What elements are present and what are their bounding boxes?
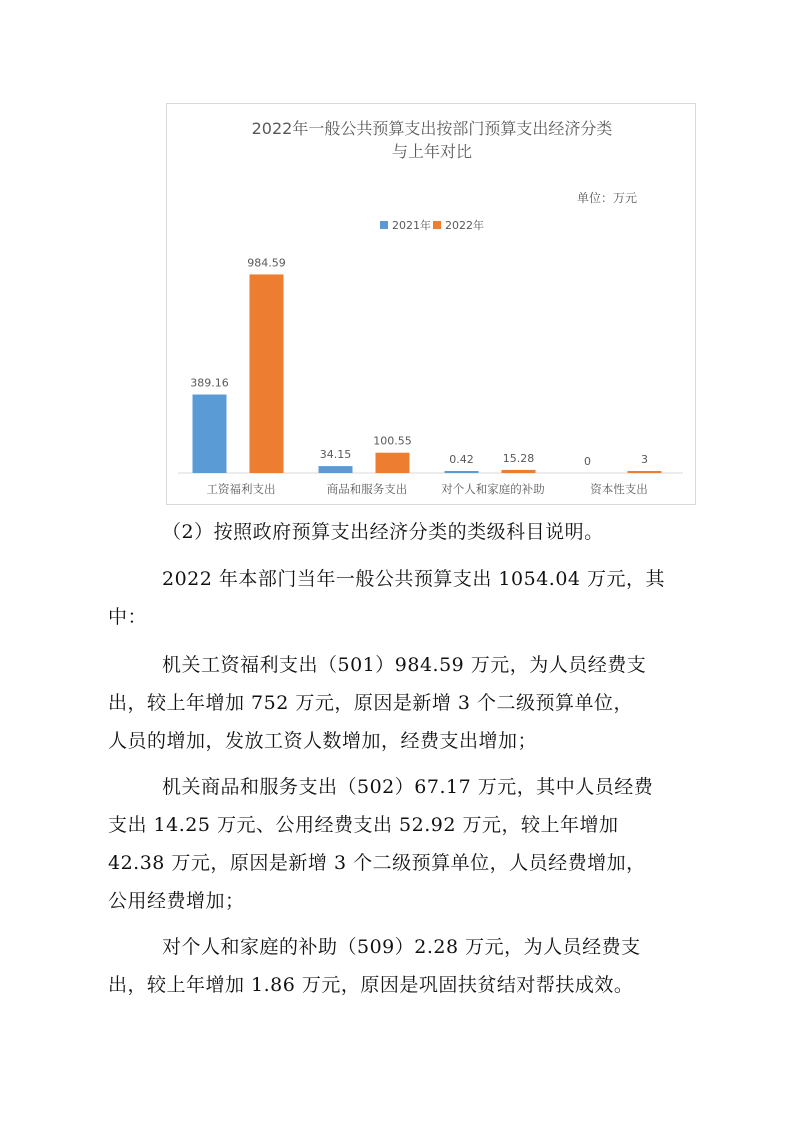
chart-title-line2: 与上年对比 — [391, 142, 473, 161]
para-3-line-2: 支出 14.25 万元、公用经费支出 52.92 万元，较上年增加 — [108, 814, 619, 836]
data-label-2021-1: 34.15 — [319, 448, 352, 462]
unit-label: 单位：万元 — [576, 191, 637, 205]
bar-2021-0 — [193, 395, 227, 473]
category-label-3: 资本性支出 — [590, 482, 648, 496]
chart-svg — [167, 104, 697, 506]
para-1-line-1: 2022 年本部门当年一般公共预算支出 1054.04 万元，其 — [162, 568, 666, 590]
para-1-line-2: 中： — [108, 606, 148, 628]
bar-2022-0 — [250, 274, 284, 473]
bar-2022-1 — [376, 453, 410, 473]
para-3-line-4: 公用经费增加； — [108, 890, 245, 912]
data-label-2021-0: 389.16 — [190, 376, 229, 390]
data-label-2021-3: 0 — [584, 455, 591, 468]
bar-2021-1 — [319, 466, 353, 473]
data-label-2021-2: 0.42 — [449, 453, 474, 466]
section-heading: （2）按照政府预算支出经济分类的类级科目说明。 — [162, 521, 604, 543]
category-label-1: 商品和服务支出 — [326, 482, 408, 496]
data-label-2022-3: 3 — [641, 453, 648, 466]
para-2-line-3: 人员的增加，发放工资人数增加，经费支出增加； — [108, 730, 538, 752]
data-label-2022-1: 100.55 — [373, 434, 412, 448]
para-3-line-3: 42.38 万元，原因是新增 3 个二级预算单位，人员经费增加， — [108, 852, 646, 874]
para-2-line-2: 出，较上年增加 752 万元，原因是新增 3 个二级预算单位， — [108, 692, 634, 714]
bar-2021-2 — [445, 471, 479, 473]
expenditure-chart — [166, 103, 696, 505]
para-3-line-1: 机关商品和服务支出（502）67.17 万元，其中人员经费 — [162, 776, 654, 798]
legend-swatch-2021 — [380, 221, 388, 229]
legend-label-2022: 2022年 — [445, 219, 484, 232]
para-4-line-2: 出，较上年增加 1.86 万元，原因是巩固扶贫结对帮扶成效。 — [108, 974, 634, 996]
para-4-line-1: 对个人和家庭的补助（509）2.28 万元，为人员经费支 — [162, 936, 641, 958]
legend-label-2021: 2021年 — [392, 219, 431, 232]
chart-title-line1: 2022年一般公共预算支出按部门预算支出经济分类 — [251, 119, 613, 138]
data-label-2022-2: 15.28 — [502, 451, 535, 465]
legend-swatch-2022 — [433, 221, 441, 229]
data-label-2022-0: 984.59 — [247, 256, 286, 270]
bar-2022-3 — [628, 471, 662, 473]
category-label-2: 对个人和家庭的补助 — [441, 482, 545, 496]
para-2-line-1: 机关工资福利支出（501）984.59 万元，为人员经费支 — [162, 654, 647, 676]
category-label-0: 工资福利支出 — [206, 482, 276, 496]
bar-2022-2 — [502, 470, 536, 473]
